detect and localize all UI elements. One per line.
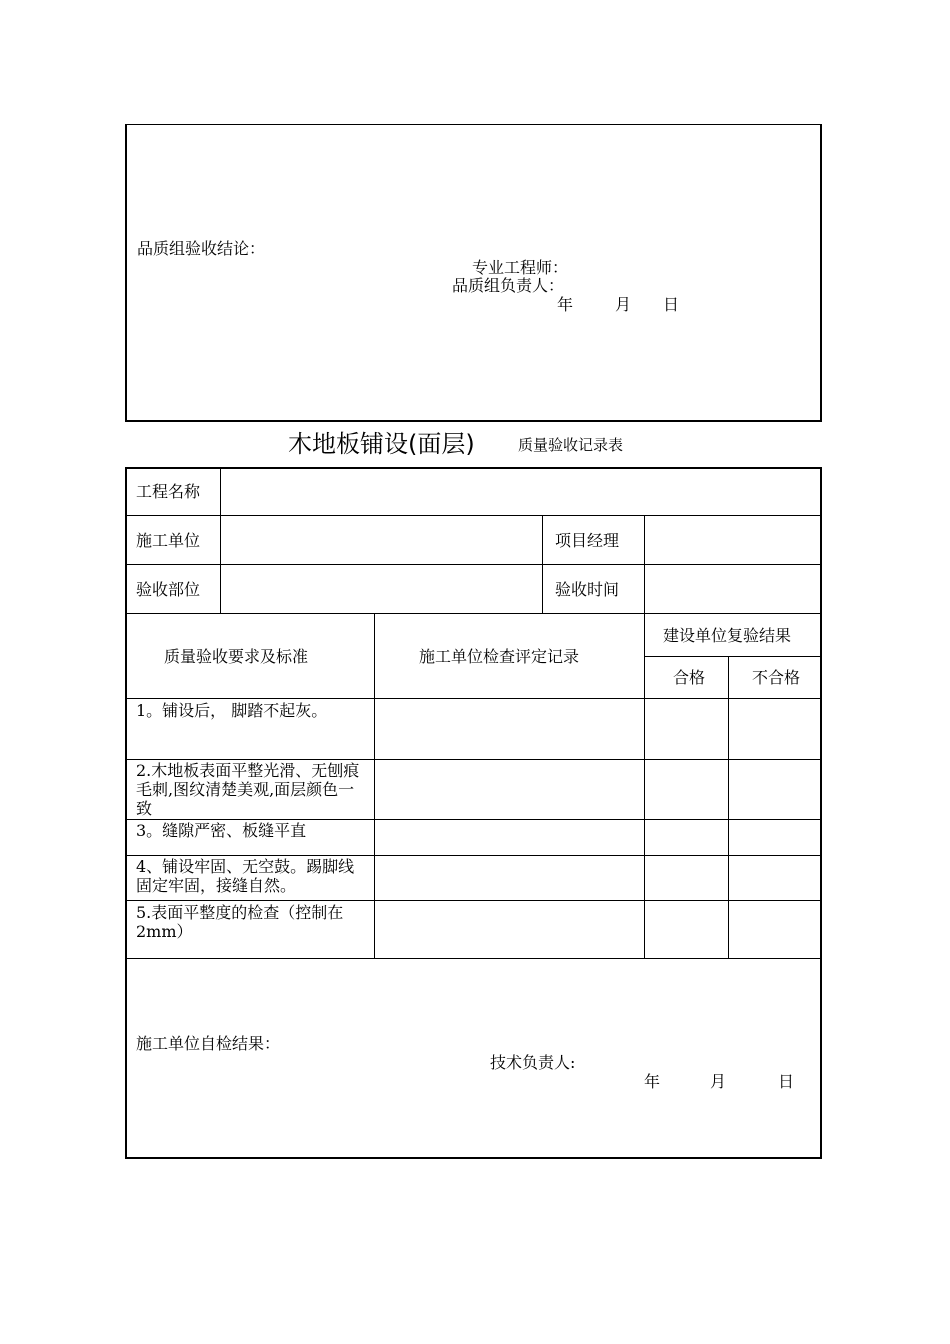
bottom-month-label: 月 (710, 1072, 727, 1091)
project-name-label: 工程名称 (136, 482, 201, 501)
document-title: 木地板铺设(面层) (288, 430, 475, 458)
top-month-label: 月 (615, 295, 632, 314)
column-divider (728, 656, 729, 959)
column-divider (644, 516, 645, 959)
row-divider (126, 698, 821, 699)
requirement-item: 5.表面平整度的检查（控制在2mm） (136, 903, 344, 941)
top-year-label: 年 (557, 295, 574, 314)
requirement-item: 2.木地板表面平整光滑、无刨痕毛刺,图纹清楚美观,面层颜色一致 (136, 761, 360, 818)
column-divider (542, 516, 543, 614)
acceptance-part-label: 验收部位 (136, 580, 201, 599)
document-subtitle: 质量验收记录表 (518, 436, 624, 454)
row-divider (126, 819, 821, 820)
project-manager-label: 项目经理 (555, 531, 620, 550)
top-day-label: 日 (663, 295, 680, 314)
row-divider (126, 515, 821, 516)
acceptance-time-label: 验收时间 (555, 580, 620, 599)
quality-group-head-label: 品质组负责人： (452, 276, 565, 295)
row-divider (126, 613, 821, 614)
requirement-item: 1。铺设后， 脚踏不起灰。 (136, 701, 328, 720)
requirement-item: 3。缝隙严密、板缝平直 (136, 821, 307, 840)
column-divider (220, 468, 221, 614)
row-divider (126, 900, 821, 901)
row-divider (126, 958, 821, 959)
requirement-item: 4、铺设牢固、无空鼓。踢脚线固定牢固，接缝自然。 (136, 857, 355, 895)
self-check-result-label: 施工单位自检结果： (136, 1034, 281, 1053)
professional-engineer-label: 专业工程师： (472, 258, 569, 277)
quality-group-conclusion-label: 品质组验收结论： (137, 239, 266, 258)
construction-record-header: 施工单位检查评定记录 (419, 647, 580, 666)
row-divider (126, 855, 821, 856)
row-divider (126, 564, 821, 565)
column-divider (374, 613, 375, 959)
requirements-header: 质量验收要求及标准 (164, 647, 309, 666)
pass-header: 合格 (673, 668, 706, 687)
construction-unit-label: 施工单位 (136, 531, 201, 550)
bottom-day-label: 日 (778, 1072, 795, 1091)
fail-header: 不合格 (752, 668, 801, 687)
row-divider (126, 759, 821, 760)
technical-head-label: 技术负责人: (490, 1053, 576, 1072)
bottom-year-label: 年 (644, 1072, 661, 1091)
row-divider (644, 656, 821, 657)
owner-recheck-header: 建设单位复验结果 (663, 626, 792, 645)
